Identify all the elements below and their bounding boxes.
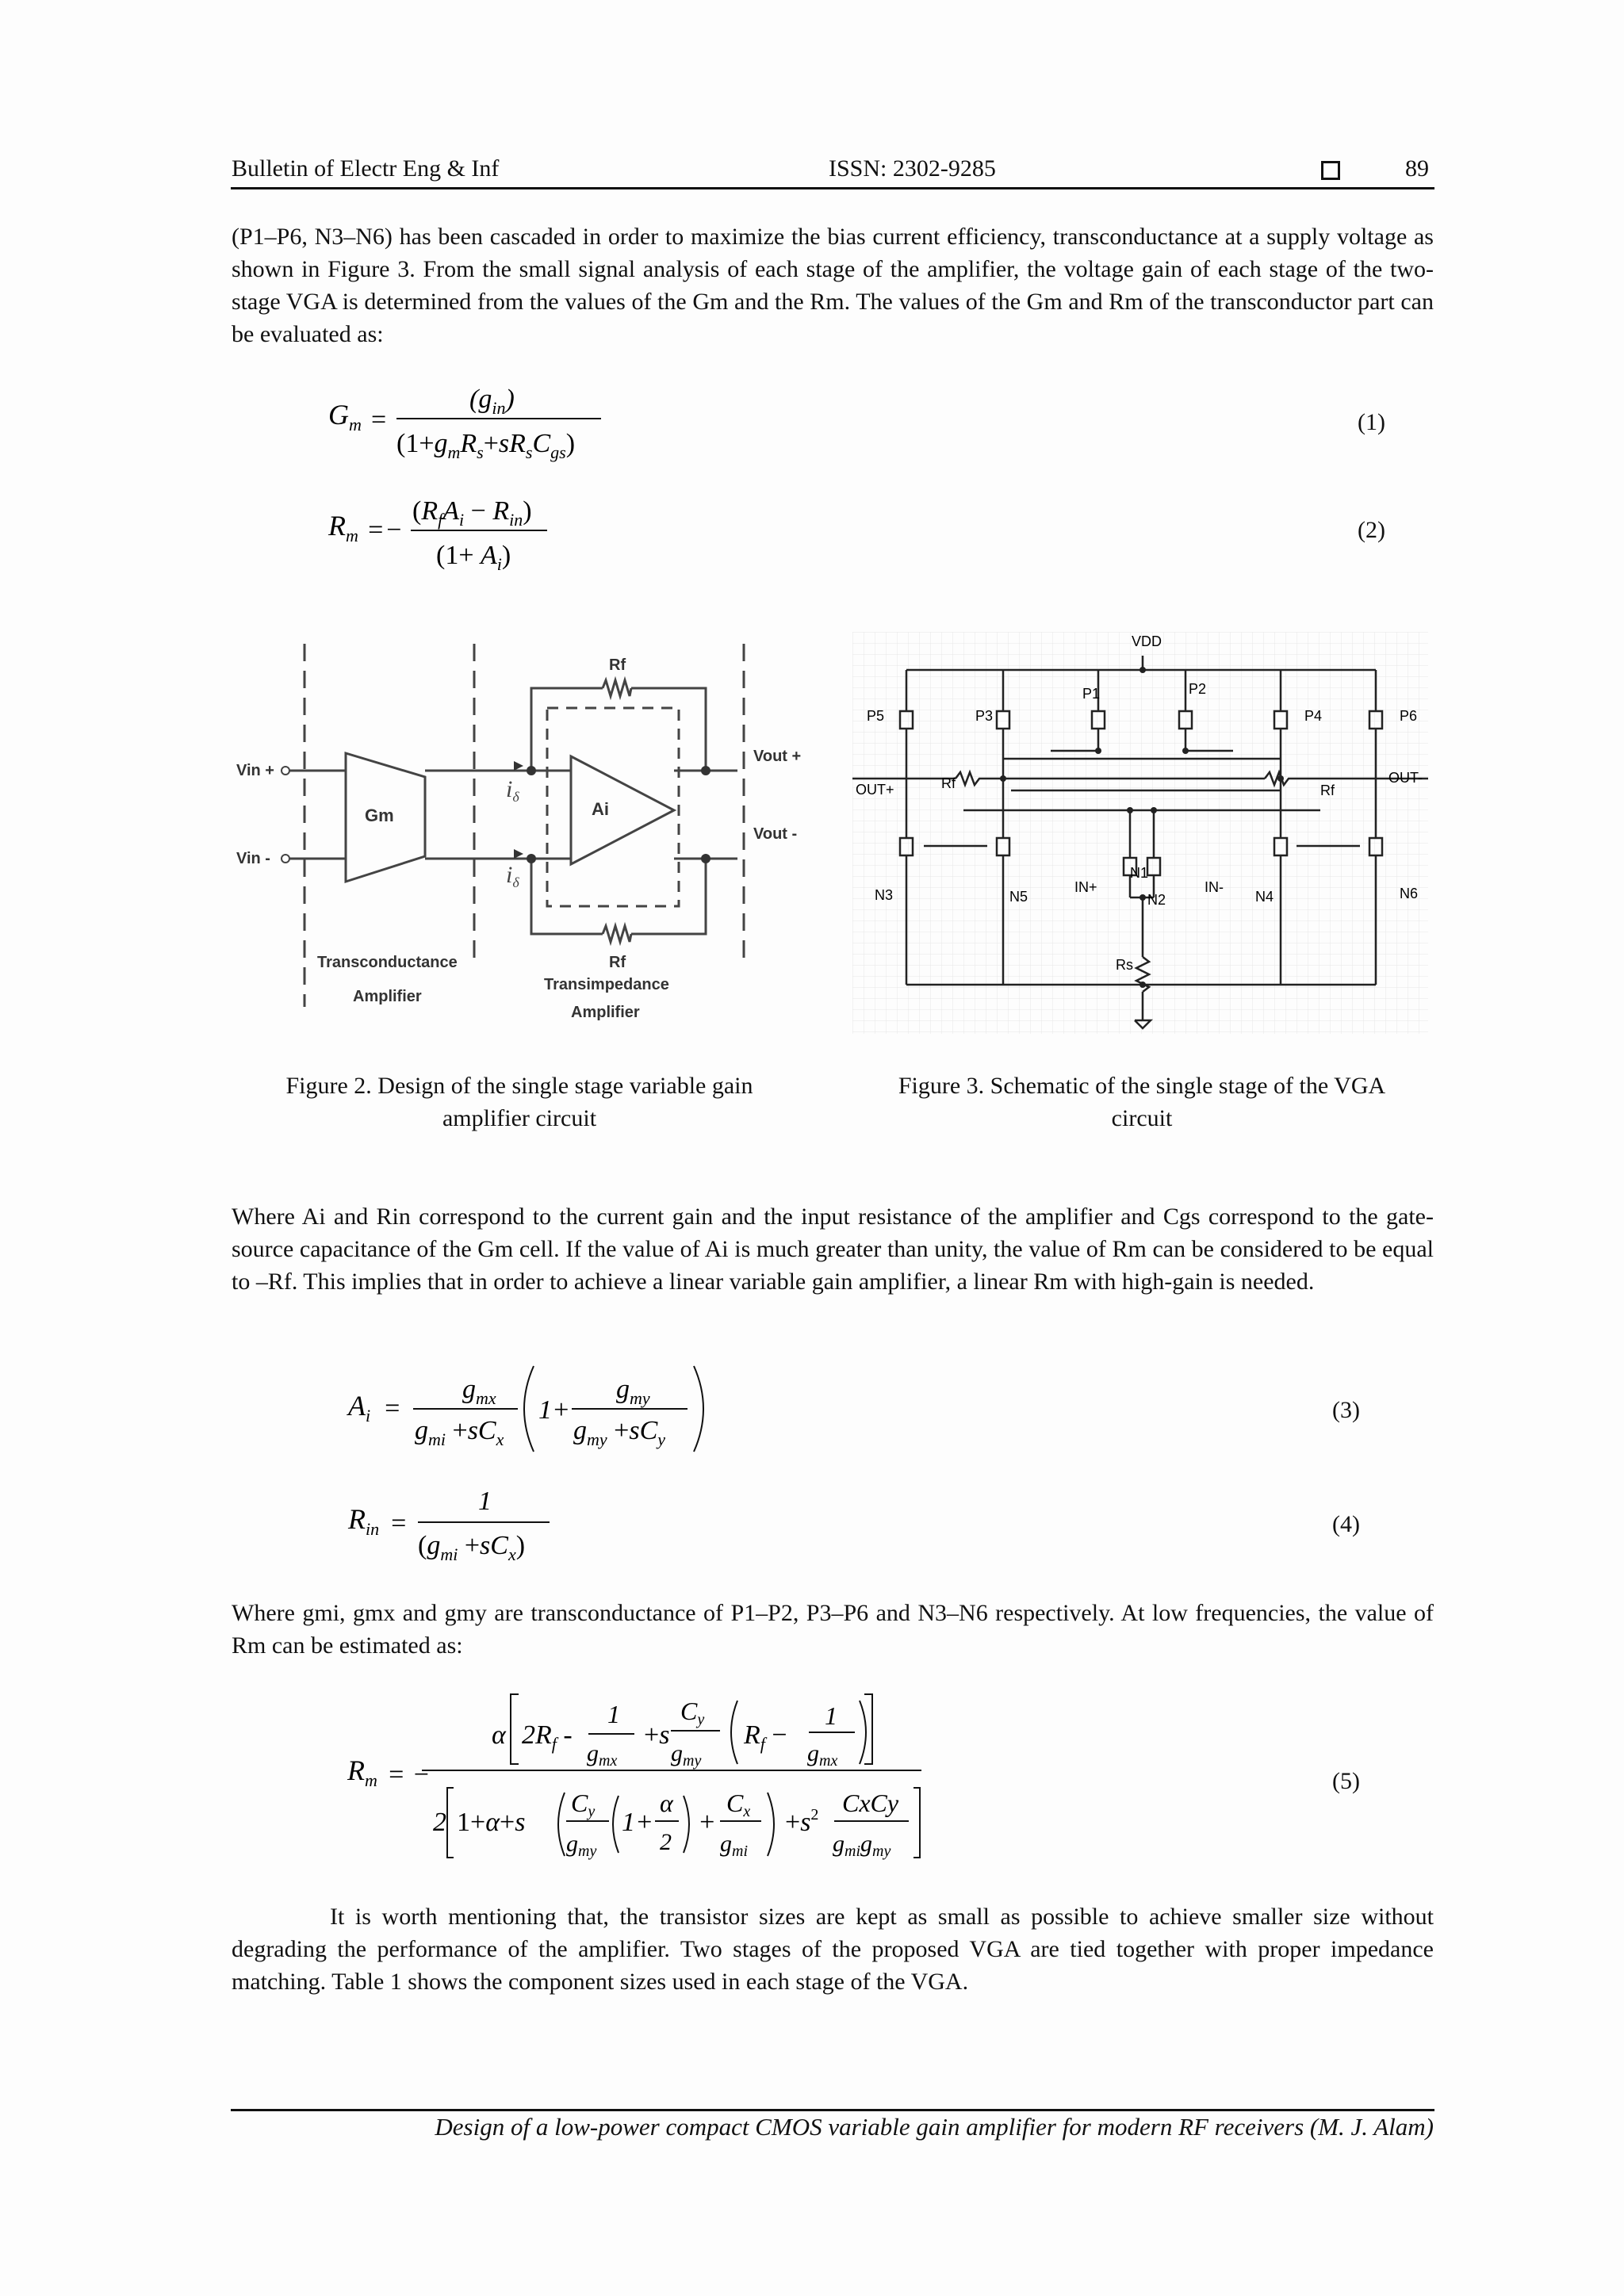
paragraph-4: It is worth mentioning that, the transistor sizes are kept as small as possible to achieve smaller size without degrading the performance of the amplifier. Two stages of the proposed VGA are tied together with proper impedance matching. Table 1 shows the component sizes used in each stage of the VGA. (232, 1904, 1434, 1995)
fig3-out-plus: OUT+ (856, 782, 894, 798)
fig2-gm: Gm (365, 806, 394, 825)
svg-text:Cy: Cy (680, 1697, 705, 1728)
fig2-vin-plus: Vin + (236, 762, 274, 779)
svg-text:=: = (371, 405, 387, 434)
fig2-vin-minus: Vin - (236, 850, 270, 867)
svg-text:Gm: $G_m$ (328, 399, 362, 434)
svg-text:=: = (383, 1394, 401, 1423)
svg-text:CxCy: CxCy (842, 1789, 899, 1817)
svg-text:(1+ Ai): $(1+ A_i)$ (436, 541, 511, 574)
svg-text:=−: =− (366, 515, 403, 545)
fig3-n5: N5 (1009, 889, 1028, 905)
fig3-p6: P6 (1400, 708, 1418, 724)
svg-text:Cy: Cy (571, 1789, 596, 1820)
paragraph-3: Where gmi, gmx and gmy are transconductance of P1–P2, P3–P6 and N3–N6 respectively. At low frequencies, the value of Rm can be estimated as: (232, 1600, 1434, 1659)
page-number: 89 (1405, 155, 1429, 182)
equation-2-number: (2) (1358, 517, 1385, 543)
fig3-in-plus: IN+ (1074, 879, 1097, 895)
fig2-rf-top: Rf (609, 656, 626, 674)
equation-1 (325, 381, 626, 468)
fig3-p1: P1 (1082, 686, 1101, 702)
fig3-out-minus: OUT- (1388, 770, 1423, 786)
fig3-p5: P5 (867, 708, 885, 724)
svg-text:1: 1 (478, 1487, 492, 1516)
equation-2 (325, 488, 579, 575)
svg-text:Rin: $R_{in}$ (348, 1503, 380, 1539)
svg-text:gmy: $g_{my}$ (616, 1375, 650, 1408)
fig3-n6: N6 (1400, 886, 1419, 901)
journal-name: Bulletin of Electr Eng & Inf (232, 155, 500, 182)
equation-5-number: (5) (1332, 1768, 1360, 1794)
svg-text:iδ: $i_\delta$ (506, 776, 519, 805)
fig2-ti-line1: Transimpedance (544, 976, 669, 993)
figure-2-caption: Figure 2. Design of the single stage variable gain amplifier circuit (285, 1073, 753, 1131)
svg-text:+s: +s (644, 1720, 670, 1750)
fig2-rf-bottom: Rf (609, 954, 626, 971)
fig3-rs: Rs (1116, 957, 1133, 973)
fig3-vdd: VDD (1132, 633, 1162, 649)
issn: ISSN: 2302-9285 (829, 155, 996, 182)
svg-text:iδ: $i_\delta$ (506, 862, 519, 890)
equation-4 (345, 1481, 575, 1568)
svg-text:Rf −: $R_f$ − (744, 1720, 787, 1754)
svg-text:gmx: $g_{mx}$ (587, 1740, 618, 1770)
svg-text:gmi: $g_{mi}$ (720, 1831, 748, 1860)
fig3-n1: N1 (1130, 865, 1149, 881)
svg-text:Ai: $A_i$ (348, 1390, 371, 1425)
fig3-rf-left: Rf (941, 775, 956, 791)
svg-text:gmy +sCy: $g_{my} +sC_y$ (573, 1416, 666, 1449)
svg-text:1+: 1+ (538, 1395, 570, 1425)
svg-text:(gmi +sCx): $(g_{mi} +sC_x)$ (418, 1531, 526, 1564)
box-icon (1321, 161, 1340, 180)
svg-text:Rm: $R_m$ (347, 1755, 377, 1790)
fig3-n4: N4 (1255, 889, 1274, 905)
fig3-rf-right: Rf (1320, 783, 1335, 798)
svg-text:gmi +sCx: $g_{mi} +sC_x$ (415, 1416, 504, 1449)
fig3-p3: P3 (975, 708, 994, 724)
svg-text:gmx: $g_{mx}$ (807, 1740, 838, 1770)
fig3-p2: P2 (1189, 681, 1207, 697)
header-rule (231, 187, 1434, 189)
svg-text:Rm: $R_m$ (328, 510, 358, 545)
svg-text:2: 2 (433, 1808, 446, 1837)
svg-text:gmy: $g_{my}$ (671, 1740, 702, 1770)
equation-5 (341, 1685, 944, 1867)
svg-text:=: = (389, 1509, 408, 1538)
svg-text:Cx: Cx (726, 1789, 751, 1820)
fig2-ti-line2: Amplifier (571, 1004, 640, 1021)
svg-text:1+α+s: 1+α+s (457, 1808, 526, 1837)
svg-text:α: α (492, 1720, 506, 1750)
fig2-ta-line2: Amplifier (353, 988, 422, 1005)
svg-text:(gin): $(g_{in})$ (469, 385, 515, 418)
svg-text:1: 1 (825, 1701, 837, 1730)
footer-rule (231, 2109, 1434, 2111)
equation-4-number: (4) (1332, 1511, 1360, 1537)
svg-text:2: 2 (660, 1829, 672, 1855)
svg-text:α: α (660, 1789, 673, 1817)
equation-3 (345, 1360, 726, 1459)
figure-3-schematic (852, 632, 1428, 1034)
fig3-p4: P4 (1304, 708, 1323, 724)
fig2-ta-line1: Transconductance (317, 954, 458, 971)
svg-text:1: 1 (607, 1700, 620, 1728)
equation-3-number: (3) (1332, 1397, 1360, 1423)
figure-3-caption: Figure 3. Schematic of the single stage of the VGA circuit (898, 1073, 1386, 1131)
equation-1-number: (1) (1358, 409, 1385, 435)
paragraph-1: (P1–P6, N3–N6) has been cascaded in order to maximize the bias current efficiency, transconductance at a supply voltage as shown in Figure 3. From the small signal analysis of each stage of the amplifier, the voltage gain of each stage of the two-stage VGA is determined from the values of the Gm and the Rm. The values of the Gm and Rm of the transconductor part can be evaluated as: (232, 224, 1434, 347)
svg-text:2Rf -: $2R_f$ - (522, 1720, 573, 1754)
svg-text:gmy: $g_{my}$ (566, 1831, 597, 1860)
svg-text:gmx: $g_{mx}$ (462, 1375, 496, 1408)
svg-text:+: + (698, 1808, 716, 1837)
svg-text:gmigmy: $g_{mi}g_{my}$ (833, 1831, 891, 1860)
svg-text:1+: 1+ (622, 1808, 653, 1837)
fig2-ai: Ai (592, 799, 609, 819)
fig3-n2: N2 (1147, 892, 1166, 908)
fig3-in-minus: IN- (1205, 879, 1224, 895)
fig3-n3: N3 (875, 887, 894, 903)
svg-text:+s2: $+s^2$ (785, 1806, 819, 1837)
figure-2-diagram (230, 634, 802, 1031)
fig2-vout-plus: Vout + (753, 748, 802, 765)
fig2-vout-minus: Vout - (753, 825, 798, 843)
paragraph-2: Where Ai and Rin correspond to the current gain and the input resistance of the amplifier and Cgs correspond to the gate-source capacitance of the Gm cell. If the value of Ai is much greater than unity, the value of Rm can be considered to be equal to –Rf. This implies that in order to achieve a linear variable gain amplifier, a linear Rm with high-gain is needed. (232, 1203, 1434, 1295)
svg-text:(RfAi − Rin): $(R_fA_i - R_{in})$ (412, 496, 532, 530)
svg-text:(1+gmRs+sRsCgs): $(1+g_mR_s+sR_sC_{gs})$ (396, 429, 576, 462)
footer-title: Design of a low-power compact CMOS variable gain amplifier for modern RF receivers (M. J. Alam) (435, 2113, 1434, 2141)
svg-text:= −: = − (387, 1760, 431, 1789)
